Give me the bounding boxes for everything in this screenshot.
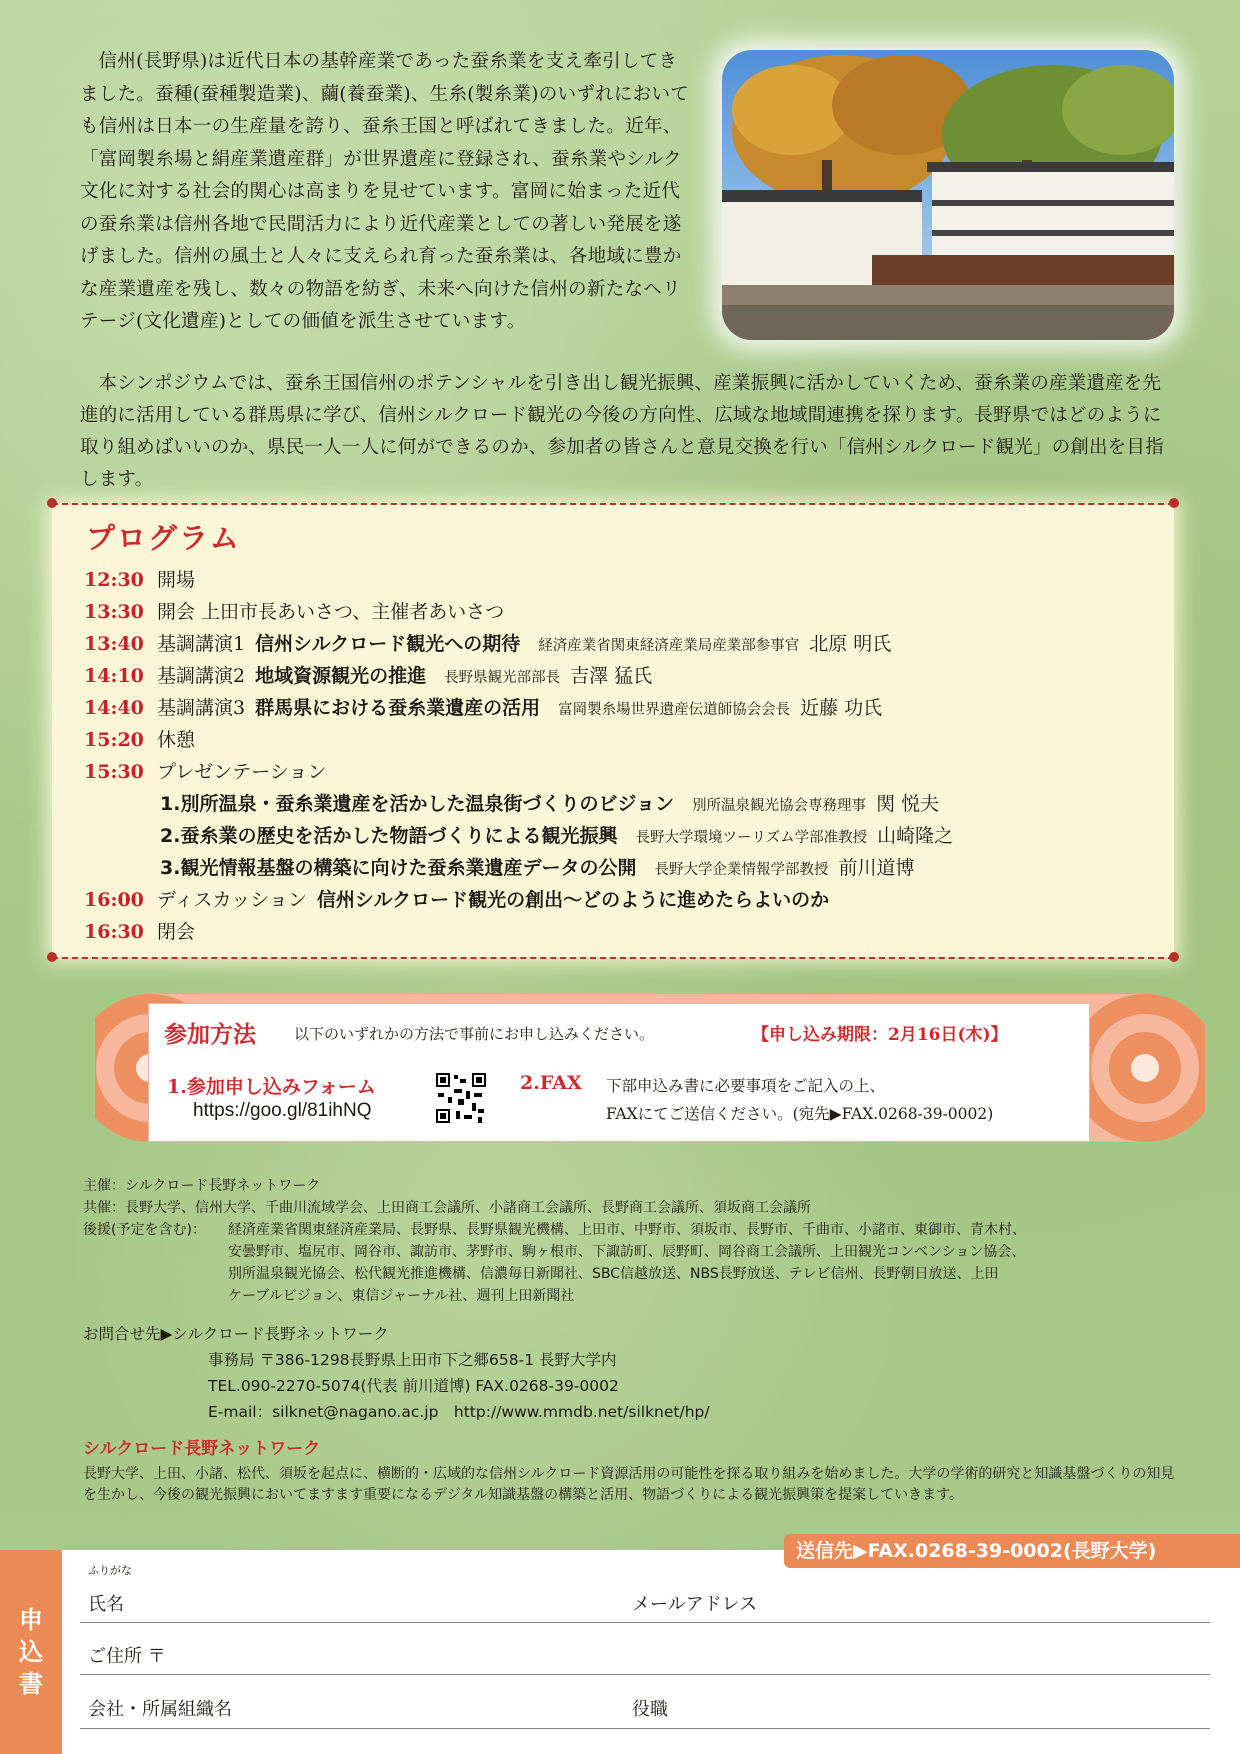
organizer-key: 共催： [83, 1200, 125, 1216]
presenter-name: 関 悦夫 [876, 793, 940, 815]
program-row [84, 757, 326, 784]
program-row [84, 597, 504, 624]
application-title: 参加方法 [164, 1021, 256, 1048]
contact-heading: お問合せ先▶シルクロード長野ネットワーク [83, 1325, 389, 1343]
program-label: 開会 上田市長あいさつ、主催者あいさつ [157, 601, 505, 623]
program-row [84, 661, 652, 688]
application-deadline: 【申し込み期限：2月16日(木)】 [752, 1025, 1008, 1045]
program-time: 15:30 [84, 761, 144, 783]
network-title: シルクロード長野ネットワーク [83, 1439, 321, 1459]
intro-paragraph-1 [80, 46, 695, 339]
organizer-value: 長野大学、信州大学、千曲川流域学会、上田商工会議所、小諸商工会議所、長野商工会議所、須坂商工会議所 [125, 1200, 811, 1216]
program-time: 16:30 [84, 921, 144, 943]
method-form-label: 1.参加申し込みフォーム [167, 1076, 376, 1098]
presentation-title: 1.別所温泉・蚕糸業遺産を活かした温泉街づくりのビジョン [160, 793, 675, 815]
form-divider [80, 1622, 1210, 1623]
qr-code-icon[interactable] [434, 1071, 488, 1125]
supporter-line [83, 1242, 1025, 1263]
application-description: 以下のいずれかの方法で事前にお申し込みください。 [294, 1025, 655, 1043]
presentation-item [160, 821, 953, 848]
company-field[interactable]: 会社・所属組織名 [88, 1699, 232, 1720]
program-time: 16:00 [84, 889, 144, 911]
furigana-label: ふりがな [88, 1564, 132, 1577]
speaker-name: 近藤 功氏 [800, 697, 883, 719]
program-time: 13:40 [84, 633, 144, 655]
discussion-title: 信州シルクロード観光の創出～どのように進めたらよいのか [316, 889, 830, 911]
method-fax-label: 2.FAX [520, 1072, 582, 1094]
program-label: 閉会 [157, 921, 196, 943]
presenter-name: 山崎隆之 [877, 825, 954, 847]
program-row [84, 917, 195, 944]
speaker-affiliation: 長野県観光部部長 [444, 670, 561, 686]
cohost-line [83, 1198, 811, 1219]
rule-dot [1169, 498, 1179, 508]
presenter-name: 前川道博 [838, 857, 915, 879]
form-divider [80, 1728, 1210, 1729]
program-label: 基調講演3 [157, 697, 246, 719]
program-label: 基調講演2 [157, 665, 246, 687]
intro-text-2: 本シンポジウムでは、蚕糸王国信州のポテンシャルを引き出し観光振興、産業振興に活かしていくため、蚕糸業の産業遺産を先進的に活用している群馬県に学び、信州シルクロード観光の今後の方向性、広域な地域間連携を探ります。長野県ではどのように取り組めばいいのか、県民一人一人に何ができるのか、参加者の皆さんと意見交換を行い「信州シルクロード観光」の創出を目指します。 [80, 373, 1164, 490]
program-time: 12:30 [84, 569, 144, 591]
intro-text-1: 信州(長野県)は近代日本の基幹産業であった蚕糸業を支え牽引してきました。蚕種(蚕種製造業)、繭(養蚕業)、生糸(製糸業)のいずれにおいても信州は日本一の生産量を誇り、蚕糸王国と呼ばれてきました。近年、「富岡製糸場と絹産業遺産群」が世界遺産に登録され、蚕糸業やシルク文化に対する社会的関心は高まりを見せています。富岡に始まった近代の蚕糸業は信州各地で民間活力により近代産業としての著しい発展を遂げました。信州の風土と人々に支えられ育った蚕糸業は、各地域に豊かな産業遺産を残し、数々の物語を紡ぎ、未来へ向けた信州の新たなヘリテージ(文化遺産)としての価値を派生させています。 [80, 51, 690, 332]
speaker-affiliation: 富岡製糸場世界遺産伝道師協会会長 [558, 702, 791, 718]
program-bottom-rule [52, 957, 1174, 959]
network-description: 長野大学、上田、小諸、松代、須坂を起点に、横断的・広域的な信州シルクロード資源活用の可能性を探る取り組みを始めました。大学の学術的研究と知識基盤づくりの知見を生かし、今後の観光振興においてますます重要になるデジタル知識基盤の構築と活用、物語づくりによる観光振興策を提案していきます。 [83, 1466, 1175, 1503]
form-url-link[interactable]: https://goo.gl/81ihNQ [193, 1100, 372, 1121]
organizer-line [83, 1176, 320, 1197]
keynote-title: 地域資源観光の推進 [255, 665, 427, 687]
presenter-affiliation: 長野大学環境ツーリズム学部准教授 [635, 830, 868, 846]
form-divider [80, 1674, 1210, 1675]
silk-mill-photo [722, 50, 1174, 340]
organizer-key: 主催： [83, 1178, 125, 1194]
program-time: 15:20 [84, 729, 144, 751]
program-row [84, 885, 829, 912]
contact-email[interactable]: E-mail：silknet@nagano.ac.jp http://www.mmdb.net/silknet/hp/ [208, 1403, 710, 1421]
program-row [84, 693, 882, 720]
rule-dot [47, 498, 57, 508]
keynote-title: 群馬県における蚕糸業遺産の活用 [255, 697, 541, 719]
fax-destination-tag: 送信先▶FAX.0268-39-0002(長野大学) [784, 1534, 1240, 1568]
program-label: プレゼンテーション [157, 761, 327, 783]
presentation-item [160, 853, 914, 880]
organizer-value: 経済産業省関東経済産業局、長野県、長野県観光機構、上田市、中野市、須坂市、長野市、千曲市、小諸市、東御市、青木村、 [228, 1222, 1026, 1238]
contact-address: 事務局 〒386-1298長野県上田市下之郷658-1 長野大学内 [208, 1351, 617, 1369]
organizer-value: 別所温泉観光協会、松代観光推進機構、信濃毎日新聞社、SBC信越放送、NBS長野放送、テレビ信州、長野朝日放送、上田 [228, 1266, 999, 1282]
organizer-key: 後援(予定を含む)： [83, 1222, 206, 1238]
program-label: ディスカッション [157, 889, 307, 911]
intro-paragraph-2 [80, 368, 1170, 496]
supporter-line [83, 1264, 998, 1285]
program-time: 14:10 [84, 665, 144, 687]
form-side-char: 書 [19, 1670, 43, 1698]
form-side-char: 込 [19, 1638, 43, 1666]
fax-instruction-line2: FAXにてご送信ください。(宛先▶FAX.0268-39-0002) [606, 1105, 994, 1123]
keynote-title: 信州シルクロード観光への期待 [255, 633, 521, 655]
rule-dot [47, 952, 57, 962]
presenter-affiliation: 別所温泉観光協会専務理事 [692, 798, 867, 814]
name-field[interactable]: 氏名 [88, 1594, 124, 1615]
address-field[interactable]: ご住所 〒 [88, 1646, 166, 1667]
program-row [84, 629, 891, 656]
program-label: 開場 [157, 569, 196, 591]
application-form [0, 1550, 1240, 1754]
program-title: プログラム [86, 521, 241, 555]
program-row [84, 565, 195, 592]
speaker-name: 吉澤 猛氏 [570, 665, 653, 687]
fax-instruction-line1: 下部申込み書に必要事項をご記入の上、 [606, 1077, 886, 1095]
organizer-value: シルクロード長野ネットワーク [125, 1178, 321, 1194]
position-field[interactable]: 役職 [632, 1699, 668, 1720]
presentation-title: 2.蚕糸業の歴史を活かした物語づくりによる観光振興 [160, 825, 618, 847]
supporter-line [83, 1220, 1026, 1241]
speaker-name: 北原 明氏 [809, 633, 892, 655]
program-top-rule [52, 503, 1174, 505]
program-label: 基調講演1 [157, 633, 246, 655]
rule-dot [1169, 952, 1179, 962]
organizer-value: ケーブルビジョン、東信ジャーナル社、週刊上田新聞社 [228, 1288, 575, 1304]
program-time: 14:40 [84, 697, 144, 719]
email-field[interactable]: メールアドレス [632, 1594, 758, 1615]
presentation-title: 3.観光情報基盤の構築に向けた蚕糸業遺産データの公開 [160, 857, 637, 879]
presenter-affiliation: 長野大学企業情報学部教授 [654, 862, 829, 878]
contact-phone: TEL.090-2270-5074(代表 前川道博) FAX.0268-39-0002 [208, 1377, 619, 1395]
program-time: 13:30 [84, 601, 144, 623]
speaker-affiliation: 経済産業省関東経済産業局産業部参事官 [538, 638, 800, 654]
silk-mill-illustration [722, 50, 1174, 340]
form-side-char: 申 [19, 1606, 43, 1634]
supporter-line [83, 1286, 574, 1307]
program-row [84, 725, 195, 752]
form-side-label [0, 1550, 62, 1754]
presentation-item [160, 789, 939, 816]
program-label: 休憩 [157, 729, 196, 751]
organizer-value: 安曇野市、塩尻市、岡谷市、諏訪市、茅野市、駒ヶ根市、下諏訪町、辰野町、岡谷商工会議所、上田観光コンベンション協会、 [228, 1244, 1026, 1260]
